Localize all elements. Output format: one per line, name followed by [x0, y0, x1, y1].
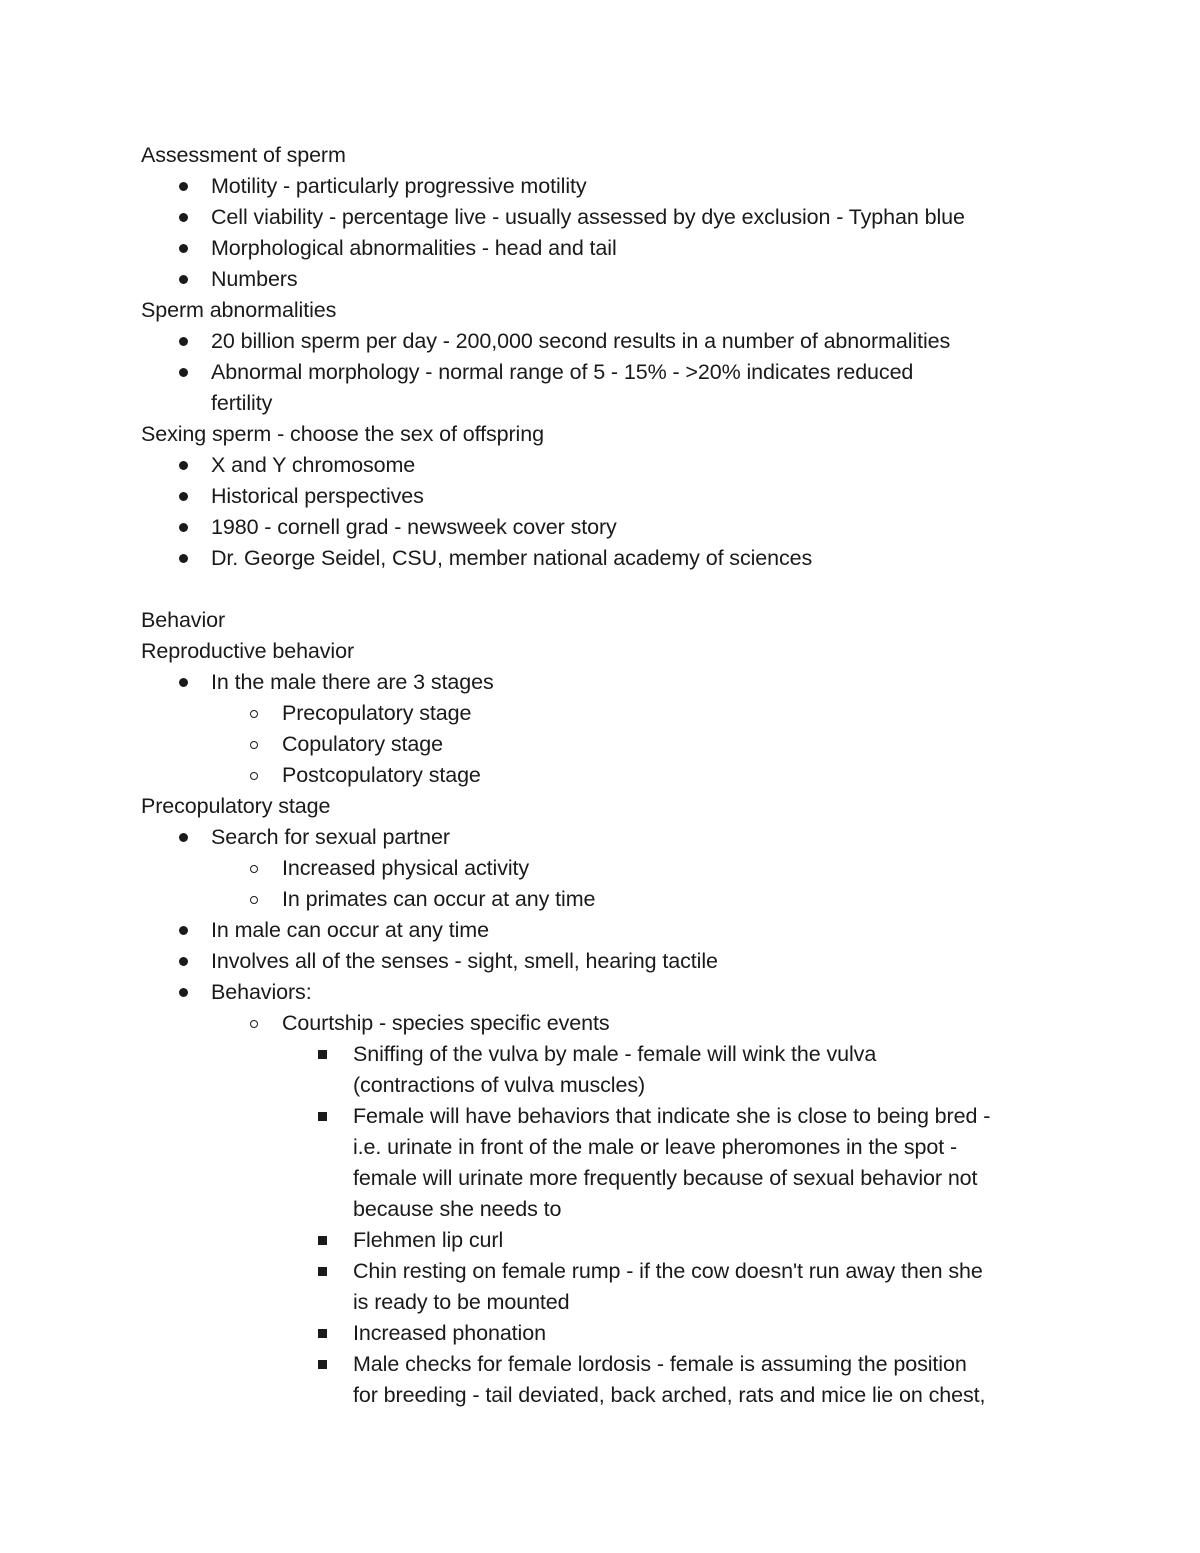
list-item-text: Dr. George Seidel, CSU, member national academy of sciences	[211, 546, 813, 570]
list-item-text: In primates can occur at any time	[282, 887, 596, 911]
list-item	[0, 884, 1200, 915]
list-item	[0, 946, 1200, 977]
list-item-text: Historical perspectives	[211, 484, 424, 508]
bullet-circle-icon	[250, 729, 258, 760]
section-heading	[0, 295, 1200, 326]
section-heading	[0, 419, 1200, 450]
blank-line	[0, 574, 1200, 605]
list-item	[0, 1318, 1200, 1349]
section-heading	[0, 636, 1200, 667]
bullet-dot-icon	[179, 357, 188, 388]
list-item	[0, 233, 1200, 264]
list-item	[0, 357, 1200, 388]
list-item-continuation	[0, 1380, 1200, 1411]
list-item-text: In the male there are 3 stages	[211, 670, 494, 694]
heading-text: Behavior	[141, 608, 226, 632]
bullet-square-icon	[318, 1101, 327, 1132]
list-item-text: In male can occur at any time	[211, 918, 489, 942]
bullet-circle-icon	[250, 1008, 258, 1039]
list-item-text: Numbers	[211, 267, 298, 291]
bullet-dot-icon	[179, 481, 188, 512]
list-item	[0, 853, 1200, 884]
list-item	[0, 481, 1200, 512]
list-item-continuation	[0, 1287, 1200, 1318]
list-item	[0, 264, 1200, 295]
list-item	[0, 729, 1200, 760]
section-heading	[0, 605, 1200, 636]
list-item-text: for breeding - tail deviated, back arched, rats and mice lie on chest,	[353, 1383, 986, 1407]
list-item-text: Morphological abnormalities - head and tail	[211, 236, 617, 260]
heading-text: Assessment of sperm	[141, 143, 346, 167]
list-item-continuation	[0, 1163, 1200, 1194]
list-item	[0, 1256, 1200, 1287]
bullet-circle-icon	[250, 760, 258, 791]
list-item-text: Precopulatory stage	[282, 701, 472, 725]
bullet-dot-icon	[179, 450, 188, 481]
list-item-text: Courtship - species specific events	[282, 1011, 610, 1035]
bullet-square-icon	[318, 1039, 327, 1070]
bullet-dot-icon	[179, 512, 188, 543]
list-item-text: Behaviors:	[211, 980, 312, 1004]
list-item-text: 20 billion sperm per day - 200,000 second results in a number of abnormalities	[211, 329, 951, 353]
list-item-text: Abnormal morphology - normal range of 5 - 15% - >20% indicates reduced	[211, 360, 914, 384]
heading-text: Sexing sperm - choose the sex of offspring	[141, 422, 544, 446]
list-item	[0, 1039, 1200, 1070]
list-item	[0, 698, 1200, 729]
bullet-dot-icon	[179, 822, 188, 853]
bullet-dot-icon	[179, 171, 188, 202]
list-item-continuation	[0, 1194, 1200, 1225]
bullet-square-icon	[318, 1349, 327, 1380]
list-item-continuation	[0, 1132, 1200, 1163]
list-item-text: (contractions of vulva muscles)	[353, 1073, 646, 1097]
list-item	[0, 326, 1200, 357]
list-item-text: Copulatory stage	[282, 732, 443, 756]
bullet-dot-icon	[179, 543, 188, 574]
list-item-text: female will urinate more frequently because of sexual behavior not	[353, 1166, 978, 1190]
list-item	[0, 1225, 1200, 1256]
list-item-text: X and Y chromosome	[211, 453, 416, 477]
bullet-square-icon	[318, 1318, 327, 1349]
list-item-text: is ready to be mounted	[353, 1290, 570, 1314]
bullet-dot-icon	[179, 667, 188, 698]
bullet-circle-icon	[250, 698, 258, 729]
list-item-continuation	[0, 388, 1200, 419]
list-item-text: Motility - particularly progressive motility	[211, 174, 587, 198]
bullet-dot-icon	[179, 202, 188, 233]
bullet-square-icon	[318, 1256, 327, 1287]
list-item-text: 1980 - cornell grad - newsweek cover story	[211, 515, 617, 539]
bullet-dot-icon	[179, 915, 188, 946]
bullet-dot-icon	[179, 264, 188, 295]
bullet-square-icon	[318, 1225, 327, 1256]
heading-text: Precopulatory stage	[141, 794, 331, 818]
list-item-text: Postcopulatory stage	[282, 763, 481, 787]
list-item	[0, 1349, 1200, 1380]
list-item-text: Search for sexual partner	[211, 825, 450, 849]
list-item	[0, 915, 1200, 946]
bullet-dot-icon	[179, 233, 188, 264]
list-item-text: Flehmen lip curl	[353, 1228, 504, 1252]
list-item	[0, 1101, 1200, 1132]
list-item-text: Cell viability - percentage live - usually assessed by dye exclusion - Typhan blue	[211, 205, 965, 229]
list-item	[0, 760, 1200, 791]
bullet-circle-icon	[250, 853, 258, 884]
bullet-dot-icon	[179, 326, 188, 357]
list-item	[0, 202, 1200, 233]
document-page	[0, 140, 1200, 1411]
list-item-text: Increased phonation	[353, 1321, 546, 1345]
list-item-text: i.e. urinate in front of the male or leave pheromones in the spot -	[353, 1135, 958, 1159]
heading-text: Reproductive behavior	[141, 639, 355, 663]
list-item	[0, 1008, 1200, 1039]
list-item-text: Chin resting on female rump - if the cow doesn't run away then she	[353, 1259, 983, 1283]
heading-text: Sperm abnormalities	[141, 298, 337, 322]
list-item-text: Female will have behaviors that indicate she is close to being bred -	[353, 1104, 991, 1128]
list-item	[0, 450, 1200, 481]
section-heading	[0, 140, 1200, 171]
list-item-continuation	[0, 1070, 1200, 1101]
bullet-circle-icon	[250, 884, 258, 915]
list-item	[0, 977, 1200, 1008]
bullet-dot-icon	[179, 946, 188, 977]
list-item-text: Increased physical activity	[282, 856, 530, 880]
list-item-text: Sniffing of the vulva by male - female will wink the vulva	[353, 1042, 877, 1066]
list-item-text: Male checks for female lordosis - female is assuming the position	[353, 1352, 967, 1376]
list-item	[0, 512, 1200, 543]
list-item	[0, 171, 1200, 202]
list-item-text: because she needs to	[353, 1197, 562, 1221]
list-item-text: fertility	[211, 391, 273, 415]
list-item	[0, 822, 1200, 853]
list-item	[0, 543, 1200, 574]
list-item	[0, 667, 1200, 698]
list-item-text: Involves all of the senses - sight, smell, hearing tactile	[211, 949, 718, 973]
bullet-dot-icon	[179, 977, 188, 1008]
section-heading	[0, 791, 1200, 822]
